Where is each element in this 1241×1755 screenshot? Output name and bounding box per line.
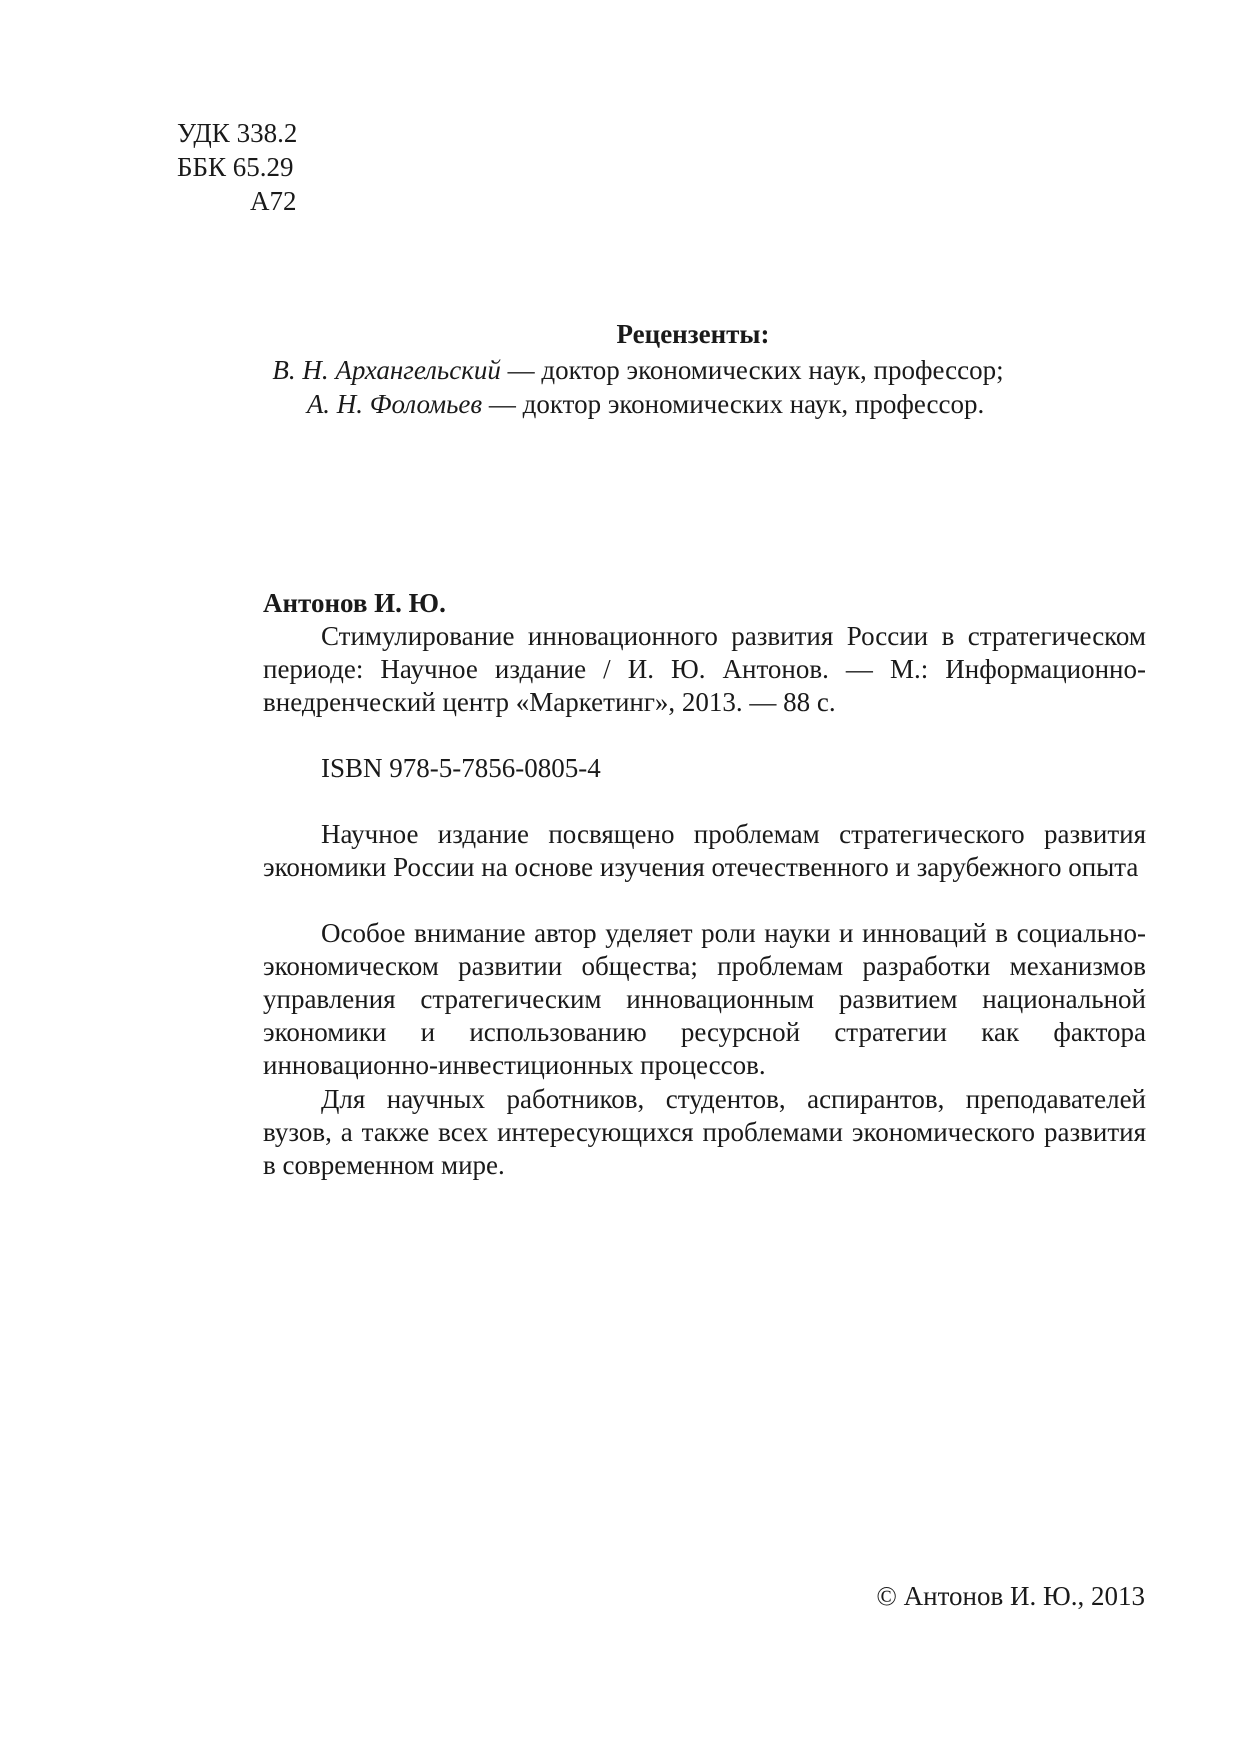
author-code: А72: [250, 186, 297, 216]
author-heading: Антонов И. Ю.: [263, 588, 446, 618]
reviewer-line: [0, 388, 1241, 422]
reviewers-heading: Рецензенты:: [616, 319, 770, 349]
isbn: ISBN 978-5-7856-0805-4: [321, 753, 601, 783]
copyright-notice: © Антонов И. Ю., 2013: [876, 1581, 1145, 1611]
abstract-paragraph: Для научных работников, студентов, аспирантов, преподавателей вузов, а также всех интересующихся проблемами экономического развития в современном мире.: [263, 1084, 1146, 1180]
abstract-paragraph: Особое внимание автор уделяет роли науки и инноваций в социально-экономическом развитии общества; проблемам разработки механизмов управления стратегическим инновационным развитием национальной экономики и использованию ресурсной стратегии как фактора инновационно-инвестиционных процессов.: [263, 918, 1146, 1080]
reviewer-credentials: — доктор экономических наук, профессор;: [500, 355, 1004, 385]
udk-code: УДК 338.2: [177, 118, 298, 148]
bibliographic-description: Стимулирование инновационного развития России в стратегическом периоде: Научное издание / И. Ю. Антонов. — М.: Информационно-внедренческий центр «Маркетинг», 2013. — 88 с.: [263, 621, 1146, 717]
reviewers-section: [0, 318, 1241, 422]
reviewer-credentials: — доктор экономических наук, профессор.: [482, 389, 985, 419]
reviewer-line: [0, 354, 1241, 388]
classification-codes: [177, 117, 297, 219]
abstract-paragraph: Научное издание посвящено проблемам стратегического развития экономики России на основе изучения отечественного и зарубежного опыта: [263, 819, 1146, 882]
reviewer-name: В. Н. Архангельский: [272, 355, 501, 385]
reviewer-name: А. Н. Фоломьев: [306, 389, 483, 419]
bbk-code: ББК 65.29: [177, 152, 294, 182]
